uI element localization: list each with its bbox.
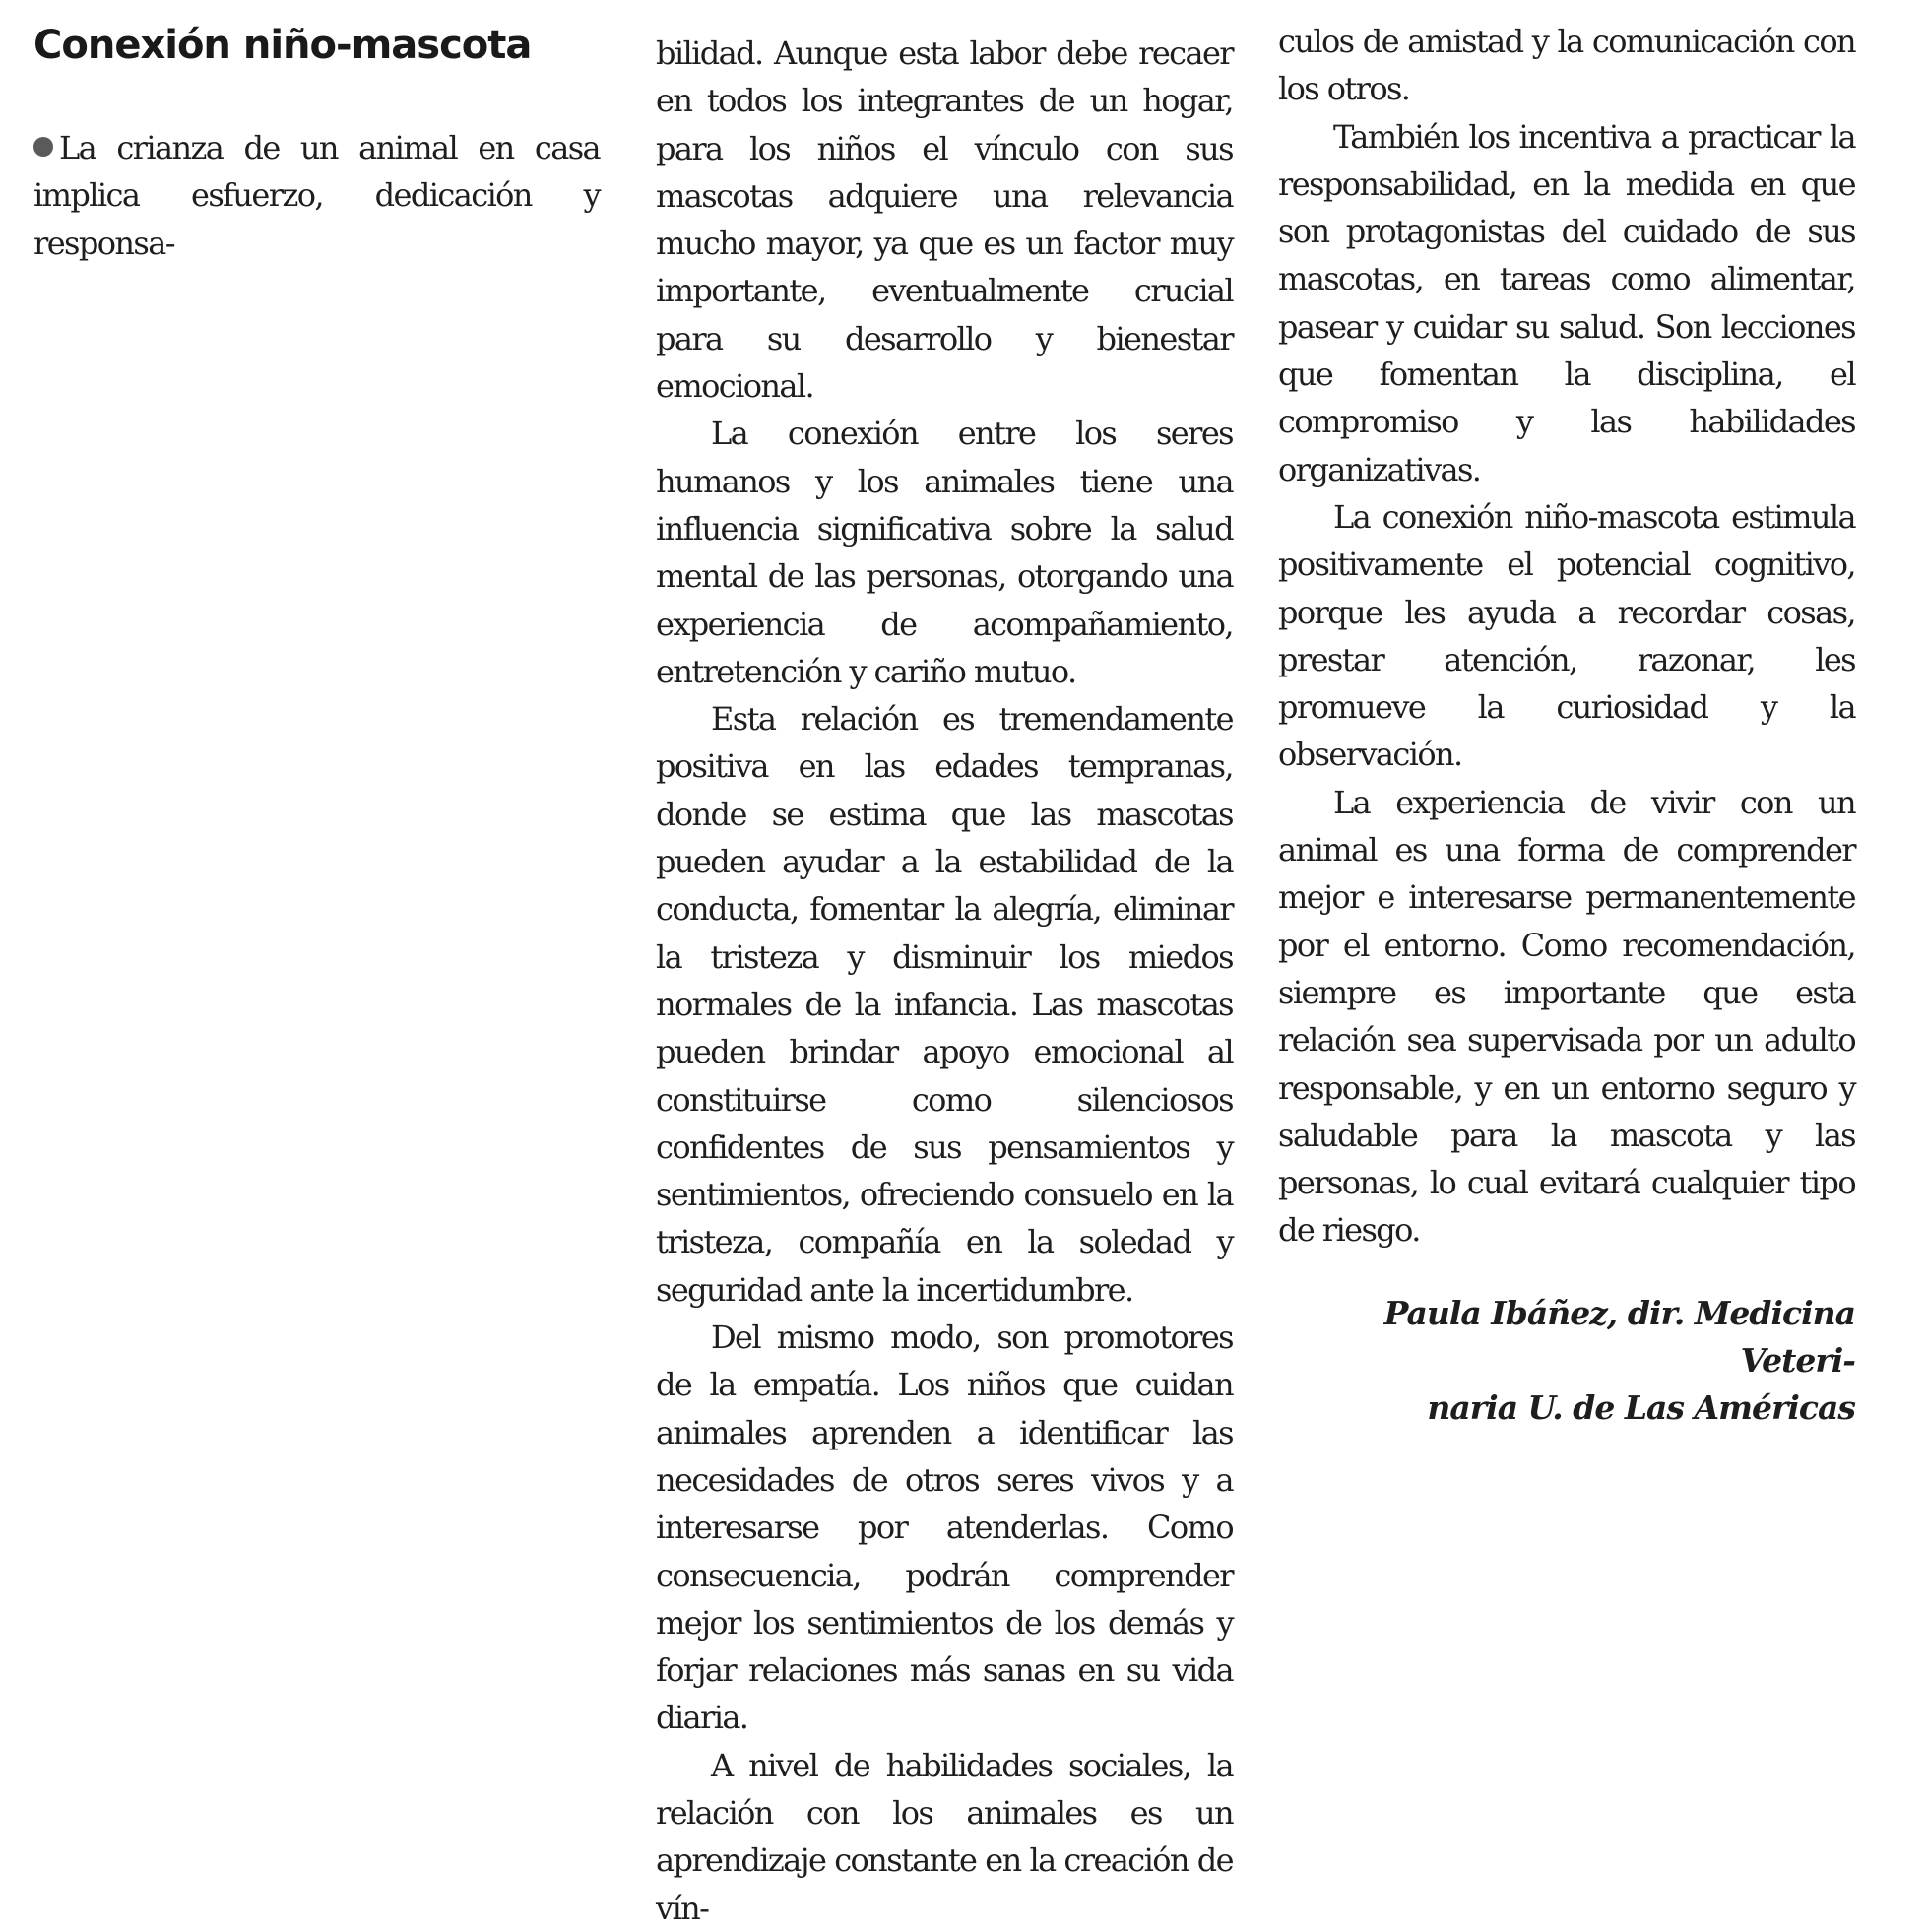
- headline: Conexión niño-mascota: [33, 23, 532, 68]
- paragraph: La conexión entre los seres humanos y los animales tiene una influencia significativa sobre la salud mental de las personas, otorgando una experiencia de acompañamiento, entretención y cariño mutuo.: [656, 415, 1233, 690]
- bullet-icon: [33, 137, 53, 157]
- paragraph: bilidad. Aunque esta labor debe recaer en todos los integrantes de un hogar, para los niños el vínculo con sus mascotas adquiere una relevancia mucho mayor, ya que es un factor muy importante, eventualmente crucial para su desarrollo y bienestar emocional.: [656, 34, 1233, 406]
- body-text-column-2: [656, 30, 1233, 1932]
- byline-line-2: naria U. de Las Américas: [1427, 1387, 1855, 1427]
- lead-paragraph: [33, 124, 600, 267]
- lead-text: La crianza de un animal en casa implica esfuerzo, dedicación y responsa-: [33, 129, 600, 262]
- column-2: [656, 0, 1233, 1932]
- body-text-column-3: [1278, 18, 1855, 1255]
- byline-line-1: Paula Ibáñez, dir. Medicina Veteri-: [1383, 1293, 1855, 1380]
- paragraph: Del mismo modo, son promotores de la empatía. Los niños que cuidan animales aprenden a identificar las necesidades de otros seres vivos y a interesarse por atenderlas. Como consecuencia, podrán comprender mejor los sentimientos de los demás y forjar relaciones más sanas en su vida diaria.: [656, 1319, 1233, 1737]
- column-1: [33, 0, 600, 267]
- paragraph: culos de amistad y la comunicación con los otros.: [1278, 23, 1855, 108]
- paragraph: La conexión niño-mascota estimula positivamente el potencial cognitivo, porque les ayuda a recordar cosas, prestar atención, razonar, les promueve la curiosidad y la observación.: [1278, 497, 1855, 774]
- paragraph: La experiencia de vivir con un animal es una forma de comprender mejor e interesarse permanentemente por el entorno. Como recomendación, siempre es importante que esta relación sea supervisada por un adulto responsable, y en un entorno seguro y saludable para la mascota y las personas, lo cual evitará cualquier tipo de riesgo.: [1278, 783, 1855, 1250]
- column-3: [1278, 0, 1855, 1432]
- paragraph: También los incentiva a practicar la responsabilidad, en la medida en que son protagonistas del cuidado de sus mascotas, en tareas como alimentar, pasear y cuidar su salud. Son lecciones que fomentan la disciplina, el compromiso y las habilidades organizativas.: [1278, 117, 1855, 488]
- paragraph: Esta relación es tremendamente positiva en las edades tempranas, donde se estima que las mascotas pueden ayudar a la estabilidad de la conducta, fomentar la alegría, eliminar la tristeza y disminuir los miedos normales de la infancia. Las mascotas pueden brindar apoyo emocional al constituirse como silenciosos confidentes de sus pensamientos y sentimientos, ofreciendo consuelo en la tristeza, compañía en la soledad y seguridad ante la incertidumbre.: [656, 700, 1233, 1309]
- byline: [1278, 1290, 1855, 1432]
- paragraph: A nivel de habilidades sociales, la relación con los animales es un aprendizaje constante en la creación de vín-: [656, 1746, 1233, 1927]
